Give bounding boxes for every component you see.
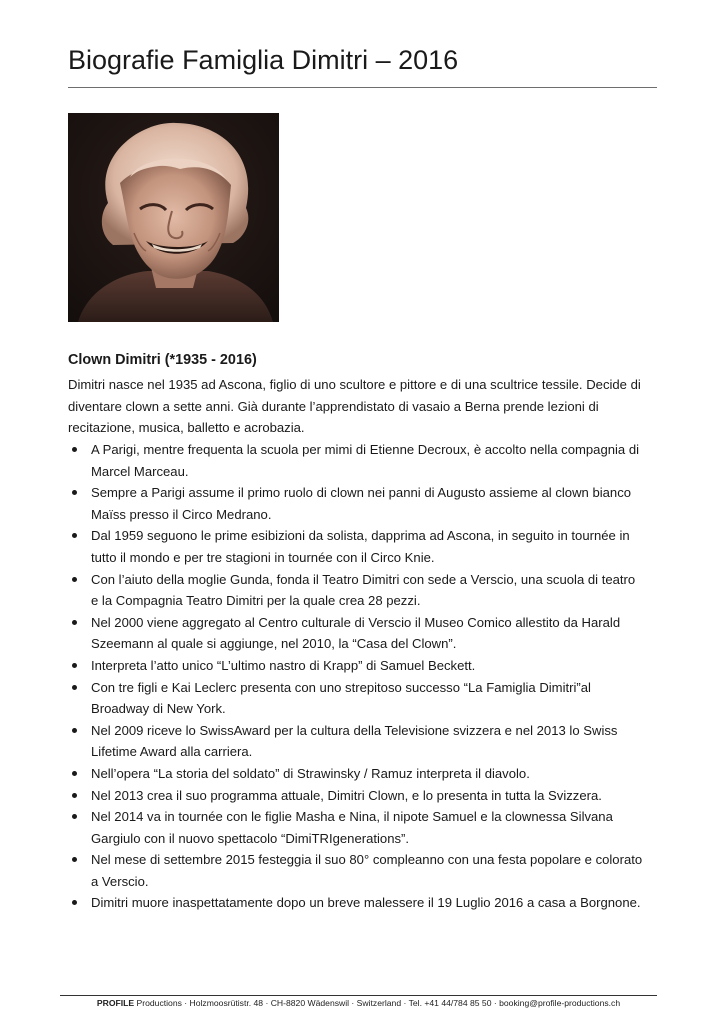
bullet-line: Nel 2000 viene aggregato al Centro culturale di Verscio il Museo Comico allestito da Harald [91, 614, 621, 630]
bullet-line: Nel 2014 va in tournée con le figlie Masha e Nina, il nipote Samuel e la clownessa Silvana [91, 809, 613, 825]
bullet-line: Dal 1959 seguono le prime esibizioni da solista, dapprima ad Ascona, in seguito in tournée in [91, 528, 630, 544]
bullet-line: Nel 2013 crea il suo programma attuale, Dimitri Clown, e lo presenta in tutta la Svizzera. [91, 787, 602, 803]
bullet-item [68, 892, 660, 914]
intro-line: diventare clown a sette anni. Già durante l’apprendistato di vasaio a Berna prende lezioni di [68, 398, 599, 414]
bullet-icon [72, 771, 77, 776]
bullet-line: Dimitri muore inaspettatamente dopo un breve malessere il 19 Luglio 2016 a casa a Borgnone. [91, 895, 641, 911]
bullet-line: Gargiulo con il nuovo spettacolo “DimiTRIgenerations”. [91, 830, 410, 846]
bullet-line: Maïss presso il Circo Medrano. [91, 506, 272, 522]
title-divider [68, 87, 657, 88]
footer-contact: Productions · Holzmoosrütistr. 48 · CH-8820 Wädenswil · Switzerland · Tel. +41 44/784 85 50 · booking@profile-productions.ch [134, 998, 621, 1008]
footer-divider [60, 995, 657, 996]
bullet-icon [72, 728, 77, 733]
bullet-item [68, 720, 660, 763]
section-heading: Clown Dimitri (*1935 - 2016) [68, 352, 257, 368]
bullet-icon [72, 620, 77, 625]
document-title: Biografie Famiglia Dimitri – 2016 [68, 45, 459, 75]
intro-line: recitazione, musica, balletto e acrobazia. [68, 420, 305, 436]
bullet-line: A Parigi, mentre frequenta la scuola per mimi di Etienne Decroux, è accolto nella compagnia di [91, 442, 640, 457]
bullet-icon [72, 447, 77, 452]
bullet-line: Con l’aiuto della moglie Gunda, fonda il Teatro Dimitri con sede a Verscio, una scuola di teatro [91, 571, 636, 587]
bullet-line: Nel mese di settembre 2015 festeggia il suo 80° compleanno con una festa popolare e colorato [91, 852, 643, 868]
bullet-line: e la Compagnia Teatro Dimitri per la quale crea 28 pezzi. [91, 593, 421, 609]
bullet-line: Con tre figli e Kai Leclerc presenta con uno strepitoso successo “La Famiglia Dimitri”al [91, 679, 591, 695]
bullet-item [68, 763, 660, 785]
bullet-line: Nel 2009 riceve lo SwissAward per la cultura della Televisione svizzera e nel 2013 lo Swiss [91, 722, 618, 738]
bullet-item [68, 806, 660, 849]
bullet-icon [72, 857, 77, 862]
bullet-line: Marcel Marceau. [91, 463, 189, 479]
bullet-line: Lifetime Award alla carriera. [91, 744, 253, 760]
bullet-icon [72, 663, 77, 668]
biography-bullet-list [68, 439, 660, 914]
bullet-icon [72, 814, 77, 819]
bullet-item [68, 569, 660, 612]
bullet-item [68, 785, 660, 807]
bullet-line: Sempre a Parigi assume il primo ruolo di clown nei panni di Augusto assieme al clown bianco [91, 485, 632, 501]
bullet-item [68, 677, 660, 720]
bullet-item [68, 439, 660, 482]
intro-paragraph [68, 374, 660, 439]
footer-company: PROFILE [96, 998, 135, 1008]
bullet-line: Broadway di New York. [91, 701, 226, 717]
bullet-icon [72, 490, 77, 495]
bullet-icon [72, 900, 77, 905]
bullet-icon [72, 533, 77, 538]
bullet-icon [72, 793, 77, 798]
bullet-item [68, 612, 660, 655]
intro-line: Dimitri nasce nel 1935 ad Ascona, figlio di uno scultore e pittore e di una scultrice tessile. Decide di [68, 377, 641, 392]
bullet-item [68, 655, 660, 677]
bullet-line: Interpreta l’atto unico “L’ultimo nastro di Krapp” di Samuel Beckett. [91, 657, 476, 673]
bullet-line: Szeemann al quale si aggiunge, nel 2010, la “Casa del Clown”. [91, 636, 457, 652]
footer [60, 997, 657, 1009]
bullet-item [68, 482, 660, 525]
bullet-line: Nell’opera “La storia del soldato” di Strawinsky / Ramuz interpreta il diavolo. [91, 765, 530, 781]
bullet-icon [72, 577, 77, 582]
portrait-photo [68, 113, 279, 322]
bullet-item [68, 525, 660, 568]
bullet-line: a Verscio. [91, 873, 149, 889]
bullet-icon [72, 685, 77, 690]
bullet-item [68, 849, 660, 892]
bullet-line: tutto il mondo e per tre stagioni in tournée con il Circo Knie. [91, 549, 435, 565]
